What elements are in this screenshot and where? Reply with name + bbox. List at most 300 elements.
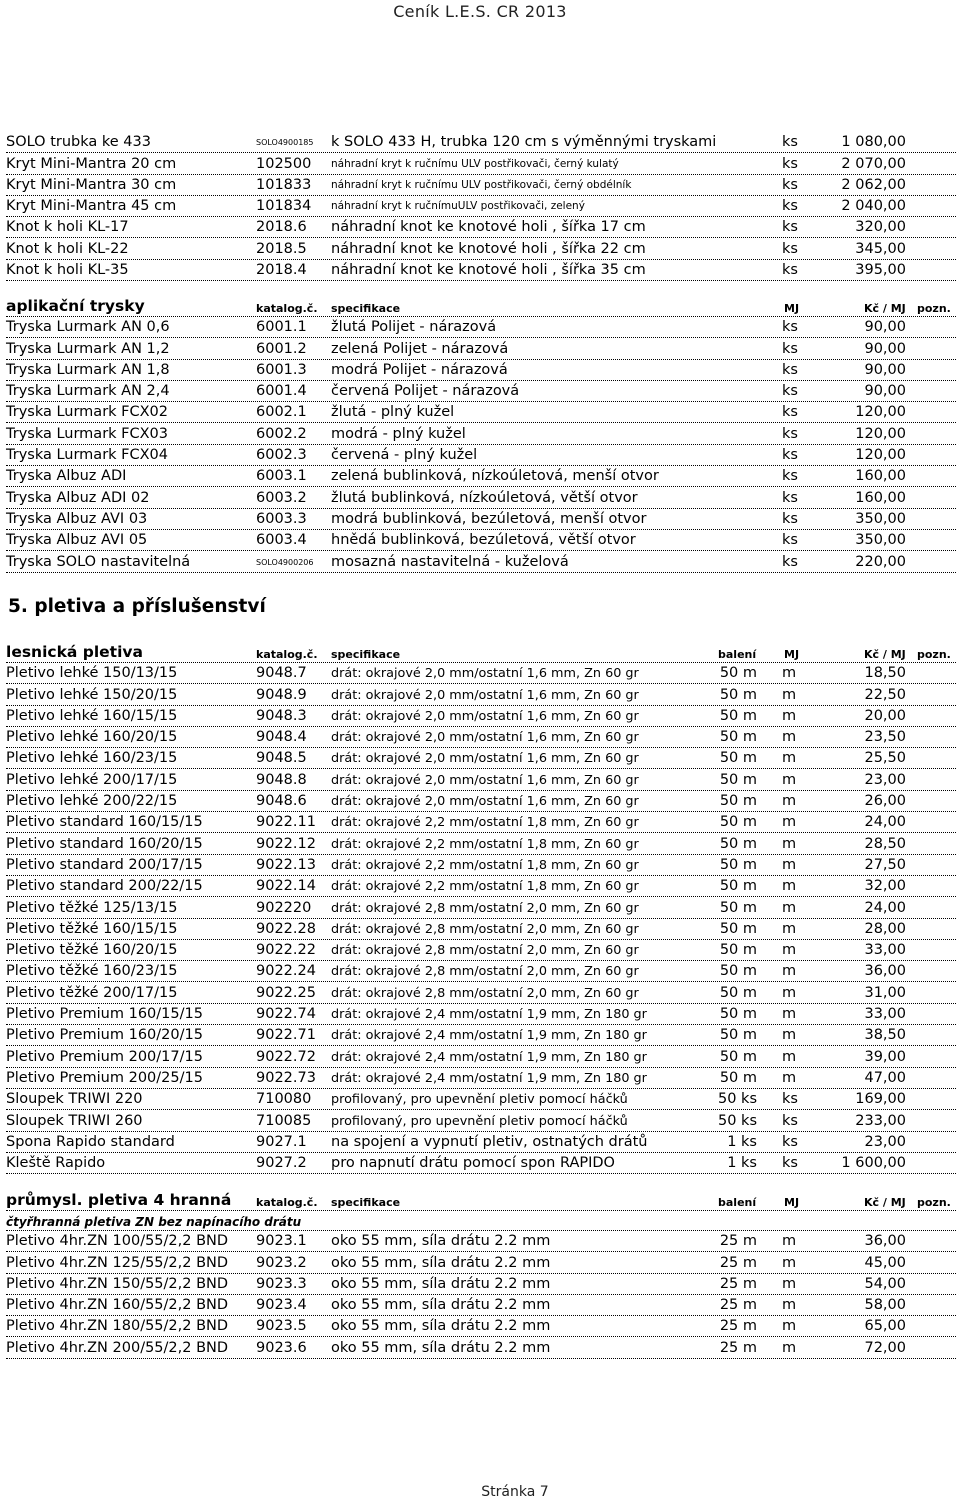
table-row xyxy=(6,1337,956,1358)
col-spec: specifikace xyxy=(331,648,401,661)
item-name: Tryska Lurmark FCX03 xyxy=(6,425,169,442)
unit: m xyxy=(782,1027,797,1044)
unit: m xyxy=(782,942,797,959)
package: 50 m xyxy=(719,729,757,746)
item-name: Pletivo standard 200/22/15 xyxy=(6,878,203,895)
catalog-number: 9027.1 xyxy=(256,1133,307,1150)
item-name: Tryska Albuz AVI 03 xyxy=(6,510,148,527)
specification: žlutá bublinková, nízkoúletová, větší otvor xyxy=(331,489,638,506)
package: 50 m xyxy=(719,899,757,916)
item-name: Kryt Mini-Mantra 30 cm xyxy=(6,176,177,193)
price: 39,00 xyxy=(864,1048,906,1065)
unit: ks xyxy=(782,425,798,442)
price: 31,00 xyxy=(864,984,906,1001)
specification: žlutá - plný kužel xyxy=(331,404,455,421)
catalog-number: 9048.5 xyxy=(256,750,307,767)
table-header xyxy=(6,294,956,317)
item-name: Pletivo těžké 160/23/15 xyxy=(6,963,178,980)
price-table-misc xyxy=(6,132,956,281)
table-row xyxy=(6,317,956,338)
price: 120,00 xyxy=(855,404,906,421)
unit: m xyxy=(782,878,797,895)
item-name: Pletivo 4hr.ZN 100/55/2,2 BND xyxy=(6,1233,229,1250)
unit: m xyxy=(782,793,797,810)
specification: drát: okrajové 2,4 mm/ostatní 1,9 mm, Zn 180 gr xyxy=(331,1028,647,1044)
price-table-forest-nets xyxy=(6,640,956,1174)
table-row xyxy=(6,402,956,423)
item-name: Pletivo lehké 160/15/15 xyxy=(6,707,178,724)
price: 25,50 xyxy=(864,750,906,767)
table-row xyxy=(6,238,956,259)
specification: oko 55 mm, síla drátu 2.2 mm xyxy=(331,1254,551,1271)
catalog-number: 9023.1 xyxy=(256,1233,307,1250)
unit: m xyxy=(782,771,797,788)
specification: oko 55 mm, síla drátu 2.2 mm xyxy=(331,1318,551,1335)
item-name: Tryska Lurmark AN 2,4 xyxy=(6,383,170,400)
item-name: Pletivo 4hr.ZN 180/55/2,2 BND xyxy=(6,1318,229,1335)
package: 50 m xyxy=(719,984,757,1001)
catalog-number: 6003.4 xyxy=(256,532,307,549)
catalog-number: 6003.3 xyxy=(256,510,307,527)
unit: m xyxy=(782,856,797,873)
price-table-nozzles xyxy=(6,294,956,573)
package: 50 ks xyxy=(717,1112,757,1129)
specification: drát: okrajové 2,8 mm/ostatní 2,0 mm, Zn 60 gr xyxy=(331,900,639,916)
price: 18,50 xyxy=(864,665,906,682)
catalog-number: 101833 xyxy=(256,176,312,193)
catalog-number: SOLO4900185 xyxy=(256,138,314,148)
item-name: Pletivo lehké 150/20/15 xyxy=(6,686,178,703)
price: 54,00 xyxy=(864,1275,906,1292)
specification: drát: okrajové 2,8 mm/ostatní 2,0 mm, Zn 60 gr xyxy=(331,943,639,959)
catalog-number: 6003.2 xyxy=(256,489,307,506)
unit: m xyxy=(782,665,797,682)
package: 25 m xyxy=(719,1318,757,1335)
table-row xyxy=(6,217,956,238)
item-name: Knot k holi KL-35 xyxy=(6,262,129,279)
unit: ks xyxy=(782,1112,798,1129)
table-row xyxy=(6,961,956,982)
catalog-number: 6002.2 xyxy=(256,425,307,442)
item-name: Tryska Albuz ADI 02 xyxy=(6,489,150,506)
item-name: Pletivo lehké 160/23/15 xyxy=(6,750,178,767)
unit: ks xyxy=(782,219,798,236)
item-name: Tryska SOLO nastavitelná xyxy=(6,553,191,570)
table-header xyxy=(6,1188,956,1211)
col-spec: specifikace xyxy=(331,302,401,315)
unit: ks xyxy=(782,510,798,527)
package: 50 m xyxy=(719,750,757,767)
package: 50 m xyxy=(719,1006,757,1023)
price: 33,00 xyxy=(864,942,906,959)
table-row xyxy=(6,1046,956,1067)
specification: drát: okrajové 2,0 mm/ostatní 1,6 mm, Zn 60 gr xyxy=(331,730,639,746)
col-package: balení xyxy=(718,1196,757,1209)
unit: m xyxy=(782,984,797,1001)
unit: m xyxy=(782,1297,797,1314)
table-row xyxy=(6,1295,956,1316)
price: 90,00 xyxy=(864,361,906,378)
price: 65,00 xyxy=(864,1318,906,1335)
price: 160,00 xyxy=(855,468,906,485)
catalog-number: 6001.3 xyxy=(256,361,307,378)
price: 26,00 xyxy=(864,793,906,810)
catalog-number: 9048.9 xyxy=(256,686,307,703)
item-name: Tryska Lurmark FCX02 xyxy=(6,404,169,421)
price: 32,00 xyxy=(864,878,906,895)
price: 28,00 xyxy=(864,920,906,937)
item-name: Tryska Albuz ADI xyxy=(6,468,127,485)
catalog-number: 9027.2 xyxy=(256,1155,307,1172)
catalog-number: 6003.1 xyxy=(256,468,307,485)
item-name: Pletivo standard 160/20/15 xyxy=(6,835,203,852)
package: 25 m xyxy=(719,1339,757,1356)
unit: m xyxy=(782,750,797,767)
col-note: pozn. xyxy=(917,1196,951,1209)
specification: drát: okrajové 2,8 mm/ostatní 2,0 mm, Zn 60 gr xyxy=(331,964,639,980)
specification: drát: okrajové 2,8 mm/ostatní 2,0 mm, Zn 60 gr xyxy=(331,921,639,937)
table-row xyxy=(6,509,956,530)
package: 50 m xyxy=(719,920,757,937)
catalog-number: 6002.1 xyxy=(256,404,307,421)
price: 220,00 xyxy=(855,553,906,570)
unit: m xyxy=(782,814,797,831)
item-name: Pletivo těžké 125/13/15 xyxy=(6,899,178,916)
specification: drát: okrajové 2,0 mm/ostatní 1,6 mm, Zn 60 gr xyxy=(331,687,639,703)
unit: m xyxy=(782,963,797,980)
price: 2 062,00 xyxy=(841,176,906,193)
specification: oko 55 mm, síla drátu 2.2 mm xyxy=(331,1297,551,1314)
item-name: Knot k holi KL-17 xyxy=(6,219,129,236)
catalog-number: 101834 xyxy=(256,198,312,215)
item-name: Pletivo lehké 160/20/15 xyxy=(6,729,178,746)
table-row xyxy=(6,663,956,684)
price: 45,00 xyxy=(864,1254,906,1271)
item-name: Tryska Albuz AVI 05 xyxy=(6,532,148,549)
price: 320,00 xyxy=(855,219,906,236)
price: 90,00 xyxy=(864,383,906,400)
col-unit: MJ xyxy=(784,1196,800,1209)
table-row xyxy=(6,132,956,153)
item-name: Tryska Lurmark FCX04 xyxy=(6,447,169,464)
catalog-number: 6001.1 xyxy=(256,319,307,336)
specification: pro napnutí drátu pomocí spon RAPIDO xyxy=(331,1155,615,1172)
catalog-number: 902220 xyxy=(256,899,312,916)
table-row xyxy=(6,1316,956,1337)
price: 233,00 xyxy=(855,1112,906,1129)
table-row xyxy=(6,338,956,359)
specification: náhradní knot ke knotové holi , šířka 17 cm xyxy=(331,219,646,236)
unit: ks xyxy=(782,1155,798,1172)
table-title: lesnická pletiva xyxy=(6,643,143,661)
catalog-number: 6002.3 xyxy=(256,447,307,464)
table-title: průmysl. pletiva 4 hranná xyxy=(6,1191,232,1209)
unit: ks xyxy=(782,553,798,570)
item-name: Spona Rapido standard xyxy=(6,1133,175,1150)
package: 1 ks xyxy=(727,1155,757,1172)
price: 24,00 xyxy=(864,899,906,916)
unit: ks xyxy=(782,489,798,506)
specification: drát: okrajové 2,4 mm/ostatní 1,9 mm, Zn 180 gr xyxy=(331,1049,647,1065)
table-row xyxy=(6,1110,956,1131)
price: 20,00 xyxy=(864,707,906,724)
catalog-number: 9022.28 xyxy=(256,920,316,937)
price: 33,00 xyxy=(864,1006,906,1023)
table-row xyxy=(6,982,956,1003)
unit: ks xyxy=(782,155,798,172)
item-name: Pletivo těžké 160/15/15 xyxy=(6,920,178,937)
unit: ks xyxy=(782,468,798,485)
unit: m xyxy=(782,1339,797,1356)
catalog-number: 9022.25 xyxy=(256,984,316,1001)
specification: modrá bublinková, bezúletová, menší otvor xyxy=(331,510,647,527)
table-row xyxy=(6,487,956,508)
table-row xyxy=(6,1252,956,1273)
table-row xyxy=(6,791,956,812)
unit: m xyxy=(782,1275,797,1292)
unit: ks xyxy=(782,240,798,257)
col-price: Kč / MJ xyxy=(864,648,906,661)
item-name: Tryska Lurmark AN 1,8 xyxy=(6,361,170,378)
page-header: Ceník L.E.S. CR 2013 xyxy=(393,2,567,21)
catalog-number: 9023.3 xyxy=(256,1275,307,1292)
table-row xyxy=(6,1274,956,1295)
item-name: Pletivo 4hr.ZN 160/55/2,2 BND xyxy=(6,1297,229,1314)
price: 1 080,00 xyxy=(841,134,906,151)
section-title: 5. pletiva a příslušenství xyxy=(8,596,266,617)
specification: k SOLO 433 H, trubka 120 cm s výměnnými tryskami xyxy=(331,134,717,151)
specification: profilovaný, pro upevnění pletiv pomocí háčků xyxy=(331,1113,628,1129)
table-row xyxy=(6,812,956,833)
price: 38,50 xyxy=(864,1027,906,1044)
package: 50 m xyxy=(719,665,757,682)
price: 24,00 xyxy=(864,814,906,831)
price-table-industrial-nets xyxy=(6,1188,956,1359)
catalog-number: 9023.4 xyxy=(256,1297,307,1314)
price: 58,00 xyxy=(864,1297,906,1314)
item-name: Pletivo standard 160/15/15 xyxy=(6,814,203,831)
specification: náhradní kryt k ručnímu ULV postřikovači, černý obdélník xyxy=(331,178,632,191)
item-name: Pletivo 4hr.ZN 125/55/2,2 BND xyxy=(6,1254,229,1271)
unit: ks xyxy=(782,532,798,549)
item-name: Sloupek TRIWI 260 xyxy=(6,1112,143,1129)
catalog-number: 2018.5 xyxy=(256,240,307,257)
catalog-number: 9022.11 xyxy=(256,814,316,831)
table-row xyxy=(6,1089,956,1110)
catalog-number: 102500 xyxy=(256,155,312,172)
catalog-number: 9048.8 xyxy=(256,771,307,788)
col-package: balení xyxy=(718,648,757,661)
package: 50 m xyxy=(719,856,757,873)
price: 22,50 xyxy=(864,686,906,703)
table-row xyxy=(6,1153,956,1174)
package: 50 m xyxy=(719,963,757,980)
unit: m xyxy=(782,707,797,724)
item-name: Pletivo 4hr.ZN 150/55/2,2 BND xyxy=(6,1275,229,1292)
table-row xyxy=(6,833,956,854)
col-catalog: katalog.č. xyxy=(256,648,318,661)
specification: oko 55 mm, síla drátu 2.2 mm xyxy=(331,1339,551,1356)
catalog-number: 9048.4 xyxy=(256,729,307,746)
specification: drát: okrajové 2,4 mm/ostatní 1,9 mm, Zn 180 gr xyxy=(331,1070,647,1086)
package: 50 ks xyxy=(717,1091,757,1108)
table-row xyxy=(6,466,956,487)
package: 25 m xyxy=(719,1275,757,1292)
unit: ks xyxy=(782,134,798,151)
price: 23,50 xyxy=(864,729,906,746)
table-row xyxy=(6,706,956,727)
specification: drát: okrajové 2,2 mm/ostatní 1,8 mm, Zn 60 gr xyxy=(331,857,639,873)
item-name: Knot k holi KL-22 xyxy=(6,240,129,257)
catalog-number: 9023.2 xyxy=(256,1254,307,1271)
specification: náhradní knot ke knotové holi , šířka 35 cm xyxy=(331,262,646,279)
catalog-number: 9022.22 xyxy=(256,942,316,959)
table-row xyxy=(6,381,956,402)
specification: drát: okrajové 2,2 mm/ostatní 1,8 mm, Zn 60 gr xyxy=(331,836,639,852)
item-name: SOLO trubka ke 433 xyxy=(6,134,151,151)
table-row xyxy=(6,748,956,769)
catalog-number: 710085 xyxy=(256,1112,312,1129)
table-row xyxy=(6,919,956,940)
table-row xyxy=(6,360,956,381)
price: 36,00 xyxy=(864,963,906,980)
unit: m xyxy=(782,920,797,937)
package: 50 m xyxy=(719,771,757,788)
specification: zelená Polijet - nárazová xyxy=(331,340,509,357)
price: 47,00 xyxy=(864,1069,906,1086)
catalog-number: 9048.3 xyxy=(256,707,307,724)
catalog-number: 6001.4 xyxy=(256,383,307,400)
col-note: pozn. xyxy=(917,648,951,661)
price: 160,00 xyxy=(855,489,906,506)
unit: m xyxy=(782,1069,797,1086)
package: 50 m xyxy=(719,793,757,810)
unit: m xyxy=(782,1006,797,1023)
catalog-number: 9022.73 xyxy=(256,1069,316,1086)
table-row xyxy=(6,1068,956,1089)
catalog-number: 9022.71 xyxy=(256,1027,316,1044)
price: 23,00 xyxy=(864,771,906,788)
unit: m xyxy=(782,1254,797,1271)
table-row xyxy=(6,769,956,790)
specification: oko 55 mm, síla drátu 2.2 mm xyxy=(331,1275,551,1292)
col-price: Kč / MJ xyxy=(864,302,906,315)
unit: ks xyxy=(782,383,798,400)
item-name: Pletivo lehké 200/22/15 xyxy=(6,793,178,810)
table-row xyxy=(6,684,956,705)
table-row xyxy=(6,423,956,444)
catalog-number: 2018.4 xyxy=(256,262,307,279)
catalog-number: 6001.2 xyxy=(256,340,307,357)
price: 2 070,00 xyxy=(841,155,906,172)
price: 1 600,00 xyxy=(841,1155,906,1172)
price: 395,00 xyxy=(855,262,906,279)
table-row xyxy=(6,1231,956,1252)
price: 23,00 xyxy=(864,1133,906,1150)
package: 50 m xyxy=(719,1027,757,1044)
table-row xyxy=(6,876,956,897)
unit: ks xyxy=(782,262,798,279)
price: 120,00 xyxy=(855,447,906,464)
specification: drát: okrajové 2,8 mm/ostatní 2,0 mm, Zn 60 gr xyxy=(331,985,639,1001)
specification: drát: okrajové 2,4 mm/ostatní 1,9 mm, Zn 180 gr xyxy=(331,1007,647,1023)
catalog-number: 2018.6 xyxy=(256,219,307,236)
package: 50 m xyxy=(719,686,757,703)
unit: ks xyxy=(782,361,798,378)
unit: ks xyxy=(782,340,798,357)
specification: zelená bublinková, nízkoúletová, menší otvor xyxy=(331,468,659,485)
catalog-number: 9022.74 xyxy=(256,1006,316,1023)
unit: ks xyxy=(782,447,798,464)
unit: m xyxy=(782,1048,797,1065)
catalog-number: 9022.13 xyxy=(256,856,316,873)
package: 50 m xyxy=(719,707,757,724)
table-row xyxy=(6,855,956,876)
table-row xyxy=(6,153,956,174)
subtitle-text: čtyřhranná pletiva ZN bez napínacího drátu xyxy=(6,1215,302,1229)
package: 25 m xyxy=(719,1254,757,1271)
catalog-number: 710080 xyxy=(256,1091,312,1108)
specification: náhradní knot ke knotové holi , šířka 22 cm xyxy=(331,240,646,257)
table-row xyxy=(6,1025,956,1046)
specification: oko 55 mm, síla drátu 2.2 mm xyxy=(331,1233,551,1250)
price: 345,00 xyxy=(855,240,906,257)
price: 350,00 xyxy=(855,510,906,527)
item-name: Pletivo standard 200/17/15 xyxy=(6,856,203,873)
specification: drát: okrajové 2,0 mm/ostatní 1,6 mm, Zn 60 gr xyxy=(331,666,639,682)
price: 350,00 xyxy=(855,532,906,549)
unit: m xyxy=(782,835,797,852)
specification: náhradní kryt k ručnímu ULV postřikovači, černý kulatý xyxy=(331,157,619,170)
specification: červená Polijet - nárazová xyxy=(331,383,520,400)
specification: drát: okrajové 2,0 mm/ostatní 1,6 mm, Zn 60 gr xyxy=(331,772,639,788)
price: 36,00 xyxy=(864,1233,906,1250)
price: 28,50 xyxy=(864,835,906,852)
table-row xyxy=(6,445,956,466)
price: 72,00 xyxy=(864,1339,906,1356)
unit: ks xyxy=(782,198,798,215)
specification: hnědá bublinková, bezúletová, větší otvor xyxy=(331,532,636,549)
item-name: Pletivo 4hr.ZN 200/55/2,2 BND xyxy=(6,1339,229,1356)
specification: drát: okrajové 2,0 mm/ostatní 1,6 mm, Zn 60 gr xyxy=(331,794,639,810)
package: 25 m xyxy=(719,1233,757,1250)
item-name: Pletivo lehké 200/17/15 xyxy=(6,771,178,788)
item-name: Pletivo Premium 160/20/15 xyxy=(6,1027,203,1044)
table-row xyxy=(6,940,956,961)
unit: ks xyxy=(782,1091,798,1108)
table-title: aplikační trysky xyxy=(6,297,145,315)
item-name: Pletivo lehké 150/13/15 xyxy=(6,665,178,682)
unit: m xyxy=(782,899,797,916)
specification: drát: okrajové 2,2 mm/ostatní 1,8 mm, Zn 60 gr xyxy=(331,815,639,831)
item-name: Kryt Mini-Mantra 20 cm xyxy=(6,155,177,172)
col-note: pozn. xyxy=(917,302,951,315)
specification: modrá Polijet - nárazová xyxy=(331,361,508,378)
item-name: Tryska Lurmark AN 0,6 xyxy=(6,319,170,336)
item-name: Tryska Lurmark AN 1,2 xyxy=(6,340,170,357)
col-catalog: katalog.č. xyxy=(256,1196,318,1209)
item-name: Pletivo těžké 160/20/15 xyxy=(6,942,178,959)
unit: ks xyxy=(782,319,798,336)
col-catalog: katalog.č. xyxy=(256,302,318,315)
unit: ks xyxy=(782,1133,798,1150)
specification: na spojení a vypnutí pletiv, ostnatých drátů xyxy=(331,1133,648,1150)
table-row xyxy=(6,551,956,572)
table-row xyxy=(6,897,956,918)
catalog-number: 9022.24 xyxy=(256,963,316,980)
col-price: Kč / MJ xyxy=(864,1196,906,1209)
unit: ks xyxy=(782,176,798,193)
